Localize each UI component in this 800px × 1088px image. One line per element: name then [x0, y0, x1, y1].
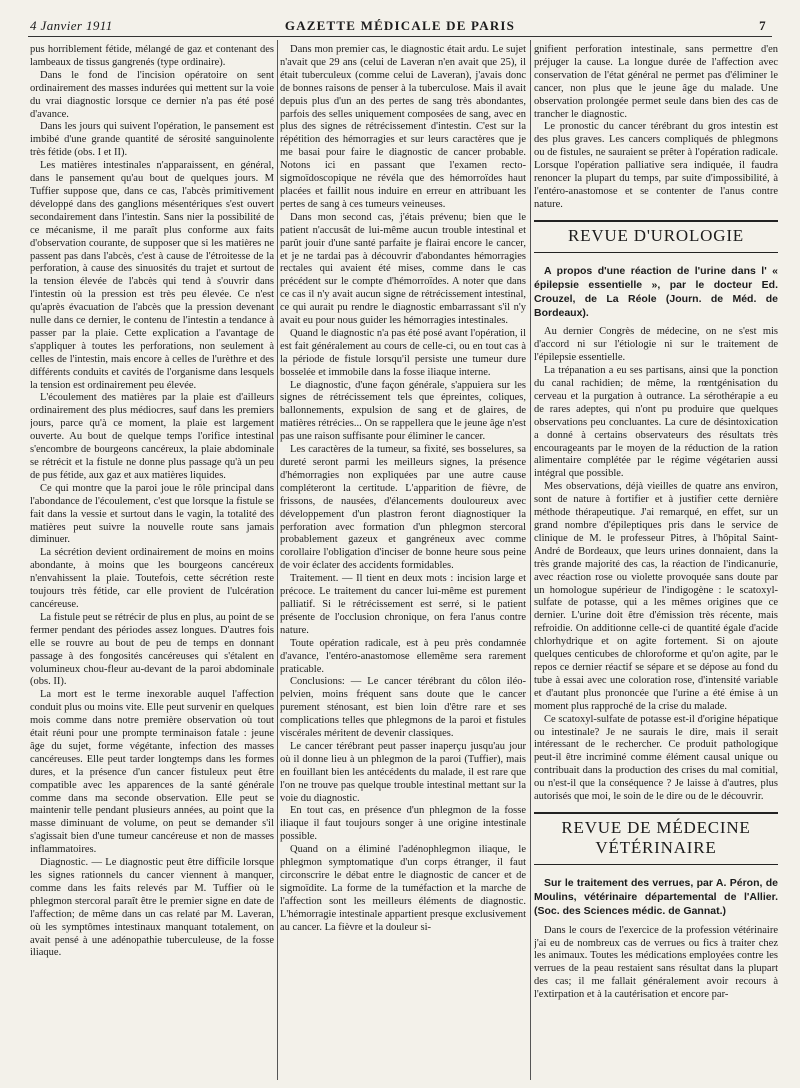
paragraph: Conclusions: — Le cancer térébrant du côlon iléo-pelvien, moins fréquent sans doute que le cancer purement sténosant, est bien loin d'être rare et ses complications telles que phlegmons de la paroi et fistules viscérales méritent de devenir classiques.	[280, 676, 526, 740]
page-number: 7	[759, 18, 766, 33]
paragraph: Ce qui montre que la paroi joue le rôle principal dans l'abondance de l'écoulement, c'est que lorsque la fistule se fait dans la vessie et surtout dans le vagin, la totalité des matières peut suivre la nouvelle route sans jamais diminuer.	[30, 482, 274, 546]
column-3	[534, 44, 778, 1080]
paragraph: La trépanation a eu ses partisans, ainsi que la ponction du canal rachidien; de même, la rœntgénisation du cerveau et la purgation à outrance. La sérothérapie a eu de rares adeptes, qui n'ont pu produire que quelques observations peu concluantes. La cure de désintoxication a donné à certains observateurs des résultats très encourageants par le moyen de la réduction de la ration alimentaire complétée par le régime végétarien aussi intégral que possible.	[534, 365, 778, 480]
paragraph: Dans le fond de l'incision opératoire on sent ordinairement des masses indurées qui mettent sur la voie du vrai diagnostic lorsque ce dernier n'a pas été posé d'avance.	[30, 69, 274, 120]
section-rule	[534, 220, 778, 222]
paragraph: Le pronostic du cancer térébrant du gros intestin est des plus graves. Les cancers compliqués de phlegmons ou de fistules, ne sauraient se prêter à l'opération radicale. Lorsque l'opération palliative sera indiquée, il faudra renoncer la plupart du temps, par suite d'impossibilité, à l'entéro-anastomose et se contenter de l'anus contre nature.	[534, 121, 778, 210]
paragraph: En tout cas, en présence d'un phlegmon de la fosse iliaque il faut toujours songer à une origine intestinale possible.	[280, 805, 526, 843]
column-1	[30, 44, 274, 1080]
paragraph: Les matières intestinales n'apparaissent, en général, dans le pansement qu'au bout de quelques jours. M Tuffier suppose que, dans ce cas, l'abcès primitivement développé dans des ganglions mésentériques s'est ouvert secondairement dans l'intestin. Sans nier la possibilité de ce mécanisme, il me paraît plus conforme aux faits d'observation courante, de supposer que si les matières ne passent pas dans l'abcès, c'est à cause de l'étroitesse de la perforation, à cause des sinuosités du trajet et surtout de la tension élevée de l'abcès qui tend à s'ouvrir dans l'intestin où la pression est très peu élevée. Ce n'est qu'après évacuation de l'abcès que la pression devenant nulle dans ce dernier, le contenu de l'intestin a tendance à passer par la plaie. Cette explication a l'avantage de s'appliquer à toutes les perforations, non seulement à celles de l'intestin, mais encore à celles de l'urèthre et des différents conduits et cavités de l'organisme dans lesquels la tension est ordinairement peu élevée.	[30, 160, 274, 391]
paragraph: La fistule peut se rétrécir de plus en plus, au point de se fermer pendant des périodes assez longues. D'autres fois elle se rouvre au bout de peu de temps en donnant passage à des fongosités cancéreuses qui s'étalent en volumineux chou-fleur au-devant de la paroi abdominale (obs. II).	[30, 611, 274, 688]
section-rule	[534, 864, 778, 865]
paragraph: Le diagnostic, d'une façon générale, s'appuiera sur les signes de rétrécissement tels que épreintes, coliques, ballonnements, expulsion de sang et de glaires, de matières rétrécies... On se rappellera que le jeune âge n'est pas une raison suffisante pour éliminer le cancer.	[280, 379, 526, 443]
article-title	[534, 877, 778, 919]
paragraph: La sécrétion devient ordinairement de moins en moins abondante, à moins que les bourgeons cancéreux n'envahissent la plaie. Toutefois, cette sécrétion reste toujours très fétide, car elle provient de l'ulcération cancéreuse.	[30, 547, 274, 610]
paragraph: Les caractères de la tumeur, sa fixité, ses bosselures, sa dureté seront parmi les meilleurs signes, la présence d'hémorragies non expliquées par une autre cause compléteront la certitude. L'apparition de fièvre, de frissons, de nausées, d'élancements douloureux avec développement d'un plastron feront diagnostiquer la perforation avec formation d'un phlegmon stercoral probablement gazeux et gangréneux avec comme corollaire l'obligation d'inciser de bonne heure sous peine de voir éclater des accidents formidables.	[280, 444, 526, 572]
paragraph: Quand on a éliminé l'adénophlegmon iliaque, le phlegmon symptomatique d'un corps étranger, il faut circonscrire le débat entre le diagnostic de cancer et de sigmoïdite. La forme de la tuméfaction et la marche de l'affection sont les meilleurs éléments de diagnostic. L'hémorragie intestinale appartient presque exclusivement au cancer. La fièvre et la douleur si-	[280, 844, 526, 933]
section-heading-veterinaire: REVUE DE MÉDECINE VÉTÉRINAIRE	[561, 817, 751, 857]
header-rule	[28, 36, 772, 37]
paragraph: La mort est le terme inexorable auquel l'affection conduit plus ou moins vite. Elle peut survenir en quelques mois comme dans notre première observation où tout était réuni pour une prompte terminaison fatale : jeune âge du sujet, forme végétante, infection des masses cancéreuses. Elle peut tarder longtemps dans les formes dures, et la présence d'un cancer fistuleux peut être compatible avec les apparences de la santé générale comme dans ma seconde observation. Elle peut se maintenir telle pendant plusieurs années, au point que la masse diminuant de volume, on peut se demander s'il s'agissait bien d'une tumeur cancéreuse et non de masses inflammatoires.	[30, 689, 274, 856]
paragraph: Dans mon second cas, j'étais prévenu; bien que le patient n'accusât de lui-même aucun trouble intestinal et parût jouir d'une santé parfaite je flairai encore le cancer, et je ne tardai pas à découvrir d'abondantes hémorragies rectales qui avaient été mises, comme dans le cas précédent sur le compte d'hémorroïdes. A noter que dans ce cas il n'y avait aucun signe de rétrécissement intestinal, ce qui aurait pu rendre le diagnostic embarrassant s'il n'y avait eu pour nous guider les hémorragies intestinales.	[280, 211, 526, 327]
paragraph: Ce scatoxyl-sulfate de potasse est-il d'origine hépatique ou intestinale? Je ne saurais le dire, mais il serait intéressant de le rechercher. Ce produit pathologique peut-il être incriminé comme élément causal unique ou contribuait dans la production des crises du mal comitial, ou n'est-il que la conséquence ? Je laisse à d'autres, plus autorisés que moi, le soin de le dire ou de le découvrir.	[534, 713, 778, 803]
paragraph: Dans les jours qui suivent l'opération, le pansement est imbibé d'une grande quantité de sérosité sanguinolente très fétide (obs. I et II).	[30, 121, 274, 159]
paragraph: Quand le diagnostic n'a pas été posé avant l'opération, il est fait généralement au cours de celle-ci, ou en tout cas à la période de fistule lorsqu'il persiste une tumeur dure bosselée et immobile dans la fosse iliaque interne.	[280, 327, 526, 378]
article-title-text: A propos d'une réaction de l'urine dans l' « épilepsie essentielle », par le docteur Ed. Crouzel, de La Réole (Journ. de Méd. de Bordeaux).	[534, 264, 778, 319]
article-title-text: Sur le traitement des verrues, par A. Péron, de Moulins, vétérinaire départemental de l'Allier. (Soc. des Sciences médic. de Gannat.)	[534, 876, 778, 917]
paragraph: Le cancer térébrant peut passer inaperçu jusqu'au jour où il donne lieu à un phlegmon de la paroi (Tuffier), mais en fouillant bien les antécédents du malade, il est rare que l'on ne trouve pas quelque trouble intestinal mettant sur la voie du diagnostic.	[280, 740, 526, 804]
journal-title: GAZETTE MÉDICALE DE PARIS	[284, 18, 516, 33]
paragraph: Toute opération radicale, est à peu près condamnée d'avance, l'entéro-anastomose ellemême sera rarement praticable.	[280, 637, 526, 675]
page-header	[30, 14, 770, 34]
column-2	[280, 44, 526, 1080]
paragraph: gnifient perforation intestinale, sans permettre d'en préjuger la cause. La longue durée de l'affection avec conservation de l'état général ne permet pas d'éliminer le cancer, non plus que le jeune âge du malade. Une observation prolongée permet seule dans bien des cas de trancher le diagnostic.	[534, 44, 778, 120]
paragraph: Mes observations, déjà vieilles de quatre ans environ, sont de nature à fortifier et à justifier cette dernière méthode thérapeutique. J'ai remarqué, en effet, sur un grand nombre d'épileptiques pris dans le service de clinique de M. le professeur Pitres, à l'hôpital Saint-André de Bordeaux, que leurs urines donnaient, dans la très grande majorité des cas, la réaction de l'indicanurie, avec réaction rose ou violette provoquée sans doute par un homologue supérieur de l'indigogène : le scatoxyl-sulfate de potasse, qui a les mêmes origines que ce dernier. L'urine doit être d'émission très récente, mais refroidie. On additionne celle-ci de quantité égale d'acide chlorhydrique et on agite fortement. Si on ajoute quelques centicubes de chloroforme et qu'on agite, par le repos ce dernier réactif se sépare et se dépose au fond du tube à essai avec une coloration rose, d'intensité variable et d'autant plus prononcée que l'urine a été émise à un moment plus rapproché de la crise du malade.	[534, 481, 778, 712]
paragraph: Dans mon premier cas, le diagnostic était ardu. Le sujet n'avait que 29 ans (celui de Laveran n'en avait que 25), il était tuberculeux (comme celui de Laveran), j'avais donc de bonnes raisons de penser à la tuberculose. Mais il avait depuis plus d'un an des pertes de sang très abondantes, parfois des selles uniquement composées de sang, avec en plus des signes de rétrécissement d'intestin. C'est sur la répétition des hémorragies et sur leurs caractères que je me basai pour faire le diagnostic de cancer probable. Notons ici en passant que l'examen recto-sigmoïdoscopique ne révéla que des hémorroïdes haut placées et faillit nous induire en erreur en attribuant les pertes de sang à ces tumeurs veineuses.	[280, 44, 526, 210]
paragraph: pus horriblement fétide, mélangé de gaz et contenant des lambeaux de tissus gangrenés (type ordinaire).	[30, 44, 274, 68]
section-rule	[534, 812, 778, 814]
paragraph: Diagnostic. — Le diagnostic peut être difficile lorsque les signes rationnels du cancer viennent à manquer, comme dans les faits relevés par M. Tuffier où le phlegmon stercoral paraît être le premier signe en date de l'affection; de même dans un cas relaté par M. Laveran, où les symptômes intestinaux manquant totalement, on avait pensé à une adénopathie tuberculeuse, de la fosse iliaque.	[30, 857, 274, 959]
paragraph: Dans le cours de l'exercice de la profession vétérinaire j'ai eu de nombreux cas de verrues ou fics à traiter chez les animaux. Toutes les médications employées contre les verrues de la peau restaient sans résultat dans la plupart des cas; il me fallait généralement avoir recours à l'extirpation et à la cautérisation et encore par-	[534, 924, 778, 1001]
paragraph: Au dernier Congrès de médecine, on ne s'est mis d'accord ni sur l'étiologie ni sur le traitement de l'épilepsie essentielle.	[534, 326, 778, 364]
article-title	[534, 265, 778, 321]
paragraph: Traitement. — Il tient en deux mots : incision large et précoce. Le traitement du cancer lui-même est purement palliatif. Si le rétrécissement est serré, si le patient présente de l'occlusion chronique, on fera l'anus contre nature.	[280, 573, 526, 636]
paragraph: L'écoulement des matières par la plaie est d'ailleurs ordinairement des plus médiocres, sauf dans les premiers jours, parce qu'à ce moment, la plaie est largement ouverte. Au bout de quelque temps l'orifice intestinal s'encombre de bourgeons cancéreux, la plaie abdominale se rétrécit et la fistule ne donne plus passage qu'à un peu de pus fétide, aux gaz et aux matières liquides.	[30, 392, 274, 481]
column-divider	[277, 40, 278, 1080]
section-heading-urologie: REVUE D'UROLOGIE	[568, 225, 744, 245]
header-date: 4 Janvier 1911	[30, 18, 113, 33]
section-rule	[534, 252, 778, 253]
column-divider	[530, 40, 531, 1080]
